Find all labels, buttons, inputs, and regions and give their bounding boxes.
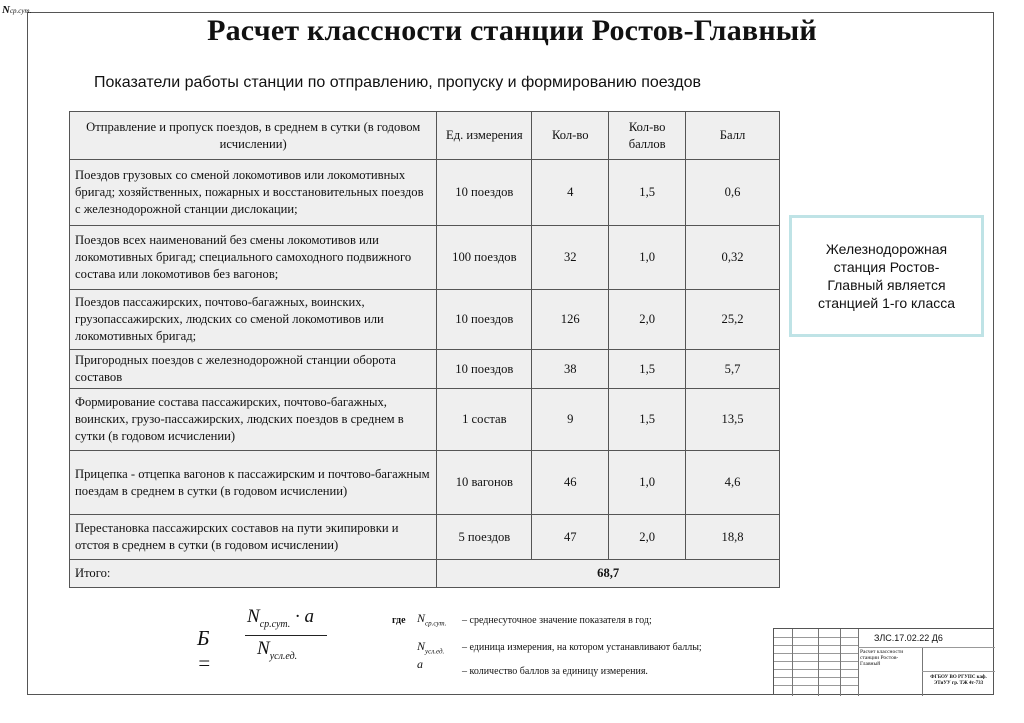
row-points: 1,5 (609, 350, 686, 389)
legend-symbol-sub: ср.сут. (425, 619, 447, 628)
row-description: Перестановка пассажирских составов на пути экипировки и отстоя в среднем в сутки (в годовом исчислении) (70, 515, 437, 560)
formula-numerator (247, 606, 314, 630)
formula-denominator (257, 638, 297, 662)
row-score: 4,6 (686, 451, 780, 515)
callout-text: Железнодорожная станция Ростов-Главный является станцией 1-го класса (817, 241, 956, 311)
total-label: Итого: (70, 560, 437, 588)
numerator-symbol: N (247, 606, 260, 627)
row-points: 1,5 (609, 389, 686, 451)
table-row (70, 515, 780, 560)
header-unit: Ед. измерения (437, 112, 532, 160)
legend-symbol (417, 639, 444, 655)
row-score: 25,2 (686, 290, 780, 350)
header-description: Отправление и пропуск поездов, в среднем в сутки (в годовом исчислении) (70, 112, 437, 160)
legend-text: – количество баллов за единицу измерения. (462, 666, 648, 677)
row-unit: 100 поездов (437, 226, 532, 290)
row-score: 18,8 (686, 515, 780, 560)
row-description: Прицепка - отцепка вагонов к пассажирским и почтово-багажным поездам в среднем в сутки (в годовом исчислении) (70, 451, 437, 515)
row-score: 13,5 (686, 389, 780, 451)
row-unit: 5 поездов (437, 515, 532, 560)
legend-symbol (417, 657, 423, 672)
formula-lhs: Б = (197, 626, 212, 675)
row-qty: 38 (532, 350, 609, 389)
title-block-stamp (773, 628, 994, 695)
row-points: 2,0 (609, 290, 686, 350)
table-row (70, 226, 780, 290)
row-description: Поездов грузовых со сменой локомотивов или локомотивных бригад; хозяйственных, пожарных и восстановительных поездов с железнодорожной станции дислокации; (70, 160, 437, 226)
station-indicators-table (69, 111, 780, 588)
row-score: 0,6 (686, 160, 780, 226)
denominator-symbol: N (257, 638, 270, 659)
numerator-tail: · a (295, 606, 315, 627)
row-score: 0,32 (686, 226, 780, 290)
table-row (70, 350, 780, 389)
header-qty: Кол-во (532, 112, 609, 160)
legend-symbol-letter: N (417, 639, 426, 653)
row-qty: 46 (532, 451, 609, 515)
row-points: 1,0 (609, 451, 686, 515)
station-class-callout (789, 215, 984, 337)
table-row (70, 451, 780, 515)
legend-symbol-letter: a (417, 657, 423, 671)
stamp-org: ФГБОУ ВО РГУПС каф. ЭТиУУ гр. ТЖ 4т-733 (930, 675, 987, 686)
fraction-bar (245, 635, 327, 636)
row-description: Формирование состава пассажирских, почтово-багажных, воинских, грузо-пассажирских, людских поездов в среднем в сутки (в годовом исчислении) (70, 389, 437, 451)
row-qty: 4 (532, 160, 609, 226)
row-unit: 10 поездов (437, 160, 532, 226)
page-subtitle: Показатели работы станции по отправлению, пропуску и формированию поездов (94, 74, 702, 91)
stamp-code: ЗЛС.17.02.22 Д6 (874, 633, 943, 643)
row-unit: 10 вагонов (437, 451, 532, 515)
legend-symbol-sub: усл.ед. (425, 647, 445, 656)
denominator-subscript: усл.ед. (269, 650, 298, 662)
legend-text: – среднесуточное значение показателя в год; (462, 615, 652, 626)
table-row (70, 389, 780, 451)
legend-symbol-letter: N (417, 611, 426, 625)
row-unit: 1 состав (437, 389, 532, 451)
row-points: 1,0 (609, 226, 686, 290)
table-row (70, 290, 780, 350)
row-description: Поездов всех наименований без смены локомотивов или локомотивных бригад; специального самоходного подвижного состава или локомотивов без вагонов; (70, 226, 437, 290)
legend-text: – единица измерения, на котором устанавливают баллы; (462, 642, 702, 653)
header-score: Балл (686, 112, 780, 160)
stamp-name: Расчет классности станции Ростов-Главный (860, 649, 904, 667)
total-value: 68,7 (437, 560, 780, 588)
corner-symbol: N (2, 4, 10, 16)
row-points: 1,5 (609, 160, 686, 226)
table-header-row (70, 112, 780, 160)
row-qty: 32 (532, 226, 609, 290)
header-points: Кол-во баллов (609, 112, 686, 160)
row-unit: 10 поездов (437, 350, 532, 389)
row-qty: 47 (532, 515, 609, 560)
row-points: 2,0 (609, 515, 686, 560)
numerator-subscript: ср.сут. (259, 618, 291, 630)
row-qty: 126 (532, 290, 609, 350)
row-description: Пригородных поездов с железнодорожной станции оборота составов (70, 350, 437, 389)
page-title: Расчет классности станции Ростов-Главный (207, 14, 817, 47)
corner-subscript: ср.сут. (9, 7, 32, 15)
row-unit: 10 поездов (437, 290, 532, 350)
row-qty: 9 (532, 389, 609, 451)
table-row (70, 160, 780, 226)
row-description: Поездов пассажирских, почтово-багажных, воинских, грузопассажирских, людских со сменой локомотивов или локомотивных бригад; (70, 290, 437, 350)
table-total-row (70, 560, 780, 588)
row-score: 5,7 (686, 350, 780, 389)
legend-symbol (417, 611, 446, 627)
legend-where: где (392, 615, 406, 626)
